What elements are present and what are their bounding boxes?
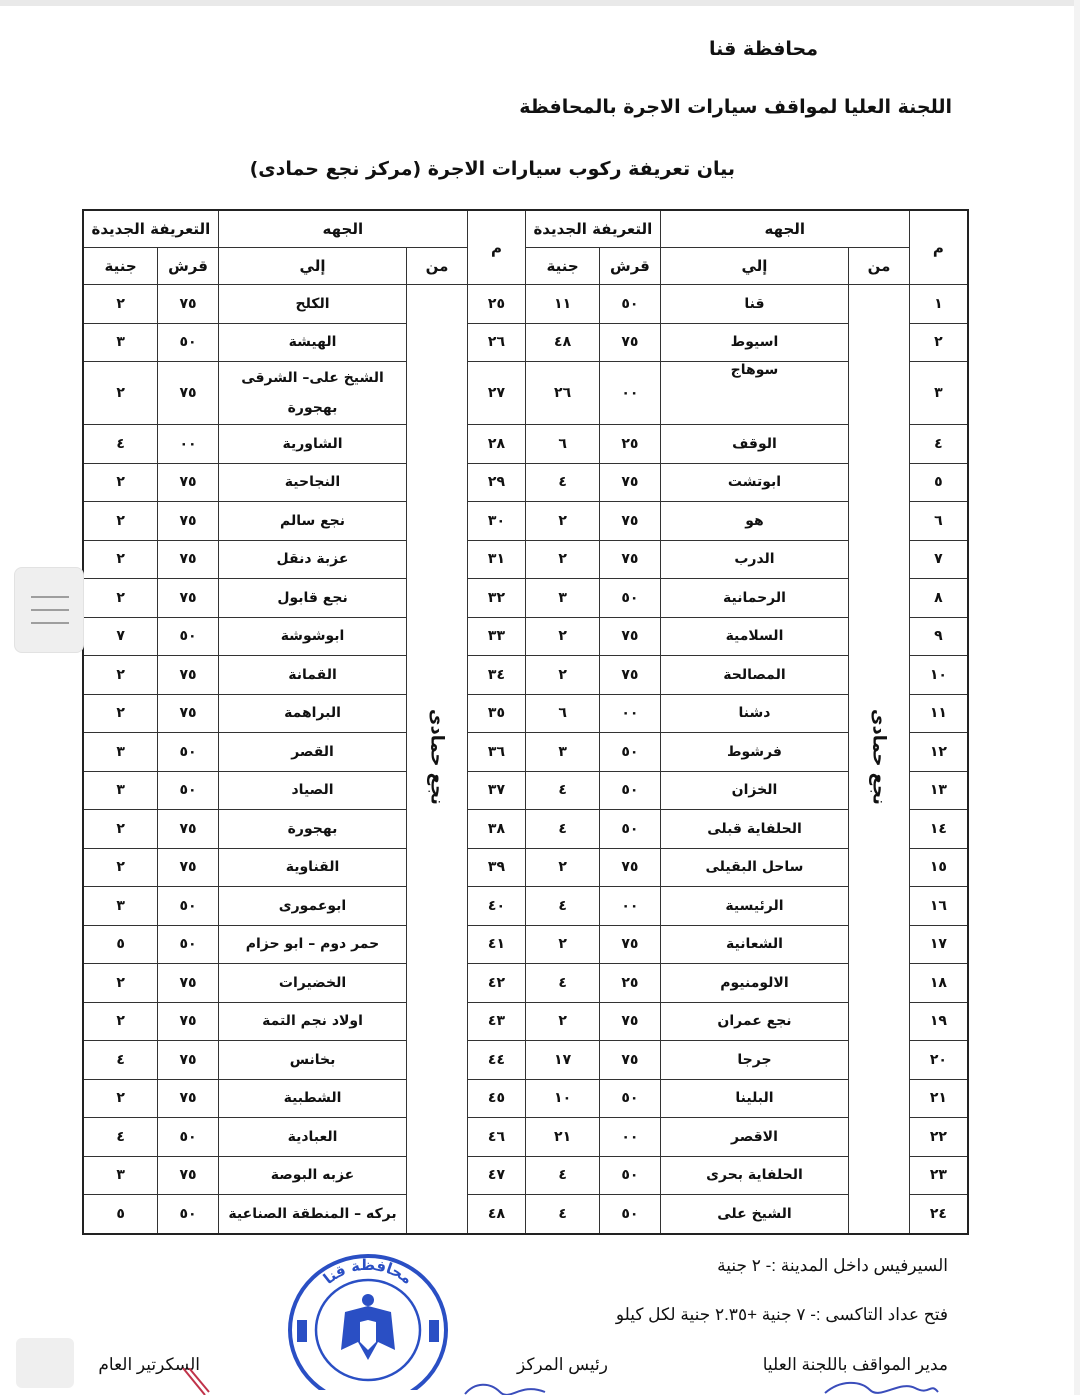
table-row (83, 656, 968, 695)
serial-cell: ٣ (909, 362, 968, 425)
table-row (83, 579, 968, 618)
qirsh-cell: ٧٥ (158, 964, 219, 1003)
ginih-cell: ١٠ (526, 1079, 600, 1118)
serial-cell: ١٩ (909, 1002, 968, 1041)
ginih-cell: ٧ (83, 617, 158, 656)
stamp-text: محافظة قنا (319, 1255, 416, 1288)
serial-cell: ٢٢ (909, 1118, 968, 1157)
from-header: من (407, 248, 468, 285)
serial-cell: ٩ (909, 617, 968, 656)
destination-group-header: الجهه (218, 210, 467, 248)
ginih-cell: ٥ (83, 1195, 158, 1234)
serial-cell: ٤٣ (467, 1002, 525, 1041)
signature-mark-icon (175, 1368, 215, 1395)
ginih-header: جنية (83, 248, 158, 285)
table-row (83, 1041, 968, 1080)
ginih-cell: ٢ (526, 1002, 600, 1041)
ginih-cell: ٢ (526, 502, 600, 541)
fare-group-header: التعريفة الجديدة (526, 210, 661, 248)
ginih-cell: ٢ (83, 656, 158, 695)
qirsh-cell: ٧٥ (158, 694, 219, 733)
fare-table (82, 209, 969, 1235)
serial-cell: ٢٣ (909, 1156, 968, 1195)
destination-cell: قنا (660, 285, 848, 324)
table-row (83, 617, 968, 656)
table-row (83, 771, 968, 810)
ginih-cell: ٣ (83, 1156, 158, 1195)
table-row (83, 964, 968, 1003)
viewer-right-edge (1074, 0, 1080, 1395)
ginih-cell: ٤ (526, 887, 600, 926)
origin-label: نجع حمادى (868, 708, 890, 805)
hamburger-icon-line (31, 609, 69, 611)
serial-cell: ٣٢ (467, 579, 525, 618)
destination-cell: جرجا (660, 1041, 848, 1080)
serial-cell: ١٥ (909, 848, 968, 887)
serial-cell: ٤٧ (467, 1156, 525, 1195)
table-row (83, 810, 968, 849)
corner-overlay-button[interactable] (16, 1338, 74, 1388)
ginih-cell: ٢ (83, 579, 158, 618)
ginih-cell: ٥ (83, 925, 158, 964)
qirsh-cell: ٥٠ (600, 810, 661, 849)
table-row (83, 362, 968, 425)
ginih-cell: ٢ (526, 925, 600, 964)
destination-cell: دشنا (660, 694, 848, 733)
destination-cell: بركه – المنطقة الصناعية (218, 1195, 406, 1234)
ginih-cell: ٤ (83, 1118, 158, 1157)
ginih-cell: ٢ (83, 848, 158, 887)
serial-cell: ٧ (909, 540, 968, 579)
destination-cell: الحلفاية قبلى (660, 810, 848, 849)
ginih-cell: ٤ (526, 1156, 600, 1195)
serial-cell: ٤٨ (467, 1195, 525, 1234)
viewer-top-bar (0, 0, 1080, 6)
destination-cell: النجاحية (218, 463, 406, 502)
destination-cell: الرئيسية (660, 887, 848, 926)
header-row-sub (83, 248, 968, 285)
serial-cell: ٣١ (467, 540, 525, 579)
ginih-cell: ٤٨ (526, 323, 600, 362)
destination-cell: حمر دوم – ابو حزام (218, 925, 406, 964)
qirsh-cell: ٢٥ (600, 425, 661, 464)
serial-cell: ٣٦ (467, 733, 525, 772)
qirsh-cell: ٥٠ (600, 1156, 661, 1195)
qirsh-cell: ٥٠ (158, 1118, 219, 1157)
destination-cell: السلامية (660, 617, 848, 656)
qirsh-cell: ٥٠ (600, 285, 661, 324)
table-row (83, 285, 968, 324)
destination-cell: الصياد (218, 771, 406, 810)
serial-header: م (467, 210, 525, 285)
serial-cell: ٢٨ (467, 425, 525, 464)
qirsh-cell: ٧٥ (600, 323, 661, 362)
serial-cell: ١٨ (909, 964, 968, 1003)
serial-cell: ٨ (909, 579, 968, 618)
origin-cell (849, 285, 910, 1234)
serial-cell: ٤٤ (467, 1041, 525, 1080)
ginih-cell: ٢ (83, 964, 158, 1003)
serial-cell: ١٠ (909, 656, 968, 695)
qirsh-cell: ٧٥ (600, 925, 661, 964)
official-stamp-icon (283, 1250, 453, 1390)
city-service-fare: السيرفيس داخل المدينة :- ٢ جنية (717, 1256, 948, 1275)
destination-cell: الحلفاية بحرى (660, 1156, 848, 1195)
serial-cell: ٢٤ (909, 1195, 968, 1234)
qirsh-header: قرش (600, 248, 661, 285)
destination-cell: الشعانية (660, 925, 848, 964)
qirsh-cell: ٢٥ (600, 964, 661, 1003)
table-row (83, 733, 968, 772)
destination-cell: عزبه البوصة (218, 1156, 406, 1195)
serial-cell: ١ (909, 285, 968, 324)
destination-cell: الشاورية (218, 425, 406, 464)
qirsh-cell: ٧٥ (600, 540, 661, 579)
ginih-cell: ٢ (83, 540, 158, 579)
signature-scribble-icon (820, 1378, 940, 1395)
destination-cell: الالومنيوم (660, 964, 848, 1003)
serial-cell: ٢ (909, 323, 968, 362)
destination-cell: الرحمانية (660, 579, 848, 618)
destination-cell: بخانس (218, 1041, 406, 1080)
destination-cell: هو (660, 502, 848, 541)
serial-cell: ١٤ (909, 810, 968, 849)
destination-cell: بهجورة (218, 810, 406, 849)
fare-group-header: التعريفة الجديدة (83, 210, 218, 248)
serial-header: م (909, 210, 968, 285)
destination-cell: ابوتشت (660, 463, 848, 502)
table-row (83, 1118, 968, 1157)
committee-title: اللجنة العليا لمواقف سيارات الاجرة بالمحافظة (519, 96, 952, 118)
qirsh-cell: ٧٥ (158, 540, 219, 579)
ginih-cell: ٢ (526, 656, 600, 695)
ginih-cell: ٤ (526, 1195, 600, 1234)
ginih-cell: ٣ (83, 771, 158, 810)
destination-cell: نجع سالم (218, 502, 406, 541)
ginih-cell: ٢ (526, 617, 600, 656)
ginih-cell: ٤ (83, 1041, 158, 1080)
ginih-cell: ٣ (526, 733, 600, 772)
destination-cell: اولاد نجم التمة (218, 1002, 406, 1041)
eagle-emblem-icon (341, 1294, 395, 1360)
serial-cell: ٣٩ (467, 848, 525, 887)
table-row (83, 925, 968, 964)
qirsh-cell: ٧٥ (158, 1156, 219, 1195)
destination-cell: الخضيرات (218, 964, 406, 1003)
destination-cell: اسيوط (660, 323, 848, 362)
destination-cell: فرشوط (660, 733, 848, 772)
destination-cell: الهيشة (218, 323, 406, 362)
qirsh-cell: ٥٠ (600, 771, 661, 810)
qirsh-cell: ٧٥ (600, 1041, 661, 1080)
to-header: إلي (218, 248, 406, 285)
qirsh-cell: ٧٥ (600, 617, 661, 656)
table-row (83, 1195, 968, 1234)
serial-cell: ٣٣ (467, 617, 525, 656)
table-row (83, 502, 968, 541)
qirsh-cell: ٧٥ (600, 1002, 661, 1041)
serial-cell: ٣٤ (467, 656, 525, 695)
table-row (83, 848, 968, 887)
serial-cell: ٥ (909, 463, 968, 502)
ginih-cell: ٢ (526, 848, 600, 887)
origin-label: نجع حمادى (426, 708, 448, 805)
destination-cell: نجع عمران (660, 1002, 848, 1041)
ginih-cell: ٦ (526, 694, 600, 733)
serial-cell: ٤٢ (467, 964, 525, 1003)
qirsh-cell: ٧٥ (158, 502, 219, 541)
destination-cell: سوهاج (660, 362, 848, 425)
destination-cell: القناوية (218, 848, 406, 887)
table-row (83, 463, 968, 502)
qirsh-cell: ٥٠ (158, 887, 219, 926)
ginih-cell: ٤ (526, 463, 600, 502)
table-row (83, 323, 968, 362)
destination-cell: ابوشوشة (218, 617, 406, 656)
qirsh-cell: ٧٥ (158, 285, 219, 324)
destination-cell: الشيخ على– الشرقى بهجورة (218, 362, 406, 425)
qirsh-cell: ٧٥ (600, 502, 661, 541)
table-row (83, 1002, 968, 1041)
serial-cell: ١٣ (909, 771, 968, 810)
serial-cell: ٦ (909, 502, 968, 541)
destination-group-header: الجهه (660, 210, 909, 248)
statement-title: بيان تعريفة ركوب سيارات الاجرة (مركز نجع حمادى) (249, 158, 735, 180)
qirsh-cell: ٧٥ (158, 656, 219, 695)
ginih-cell: ٢ (83, 362, 158, 425)
qirsh-cell: ٥٠ (600, 1195, 661, 1234)
ginih-cell: ٤ (526, 771, 600, 810)
destination-cell: البراهمة (218, 694, 406, 733)
qirsh-cell: ٥٠ (158, 617, 219, 656)
hamburger-icon-line (31, 622, 69, 624)
destination-cell: الخزان (660, 771, 848, 810)
serial-cell: ٤٠ (467, 887, 525, 926)
destination-cell: الكلح (218, 285, 406, 324)
serial-cell: ٢٧ (467, 362, 525, 425)
serial-cell: ٢٩ (467, 463, 525, 502)
destination-cell: الشطبية (218, 1079, 406, 1118)
qirsh-cell: ٧٥ (158, 463, 219, 502)
qirsh-cell: ٧٥ (158, 1079, 219, 1118)
ginih-cell: ٦ (526, 425, 600, 464)
qirsh-cell: ٥٠ (158, 1195, 219, 1234)
table-row (83, 1079, 968, 1118)
table-row (83, 540, 968, 579)
qirsh-cell: ٧٥ (158, 1002, 219, 1041)
qirsh-cell: ٠٠ (600, 1118, 661, 1157)
from-header: من (849, 248, 910, 285)
table-row (83, 1156, 968, 1195)
hamburger-icon (31, 596, 69, 598)
signature-center-head: رئيس المركز (516, 1355, 608, 1374)
qirsh-cell: ٧٥ (600, 656, 661, 695)
destination-cell: الدرب (660, 540, 848, 579)
ginih-cell: ٢٦ (526, 362, 600, 425)
table-row (83, 425, 968, 464)
ginih-header: جنية (526, 248, 600, 285)
serial-cell: ٣٠ (467, 502, 525, 541)
menu-handle[interactable] (14, 567, 84, 653)
destination-cell: القصر (218, 733, 406, 772)
signature-secretary-general: السكرتير العام (98, 1355, 200, 1374)
ginih-cell: ١١ (526, 285, 600, 324)
qirsh-cell: ٧٥ (158, 848, 219, 887)
qirsh-cell: ٧٥ (158, 579, 219, 618)
serial-cell: ٤٥ (467, 1079, 525, 1118)
qirsh-cell: ٥٠ (158, 733, 219, 772)
serial-cell: ٤ (909, 425, 968, 464)
ginih-cell: ٣ (83, 733, 158, 772)
serial-cell: ٤٦ (467, 1118, 525, 1157)
ginih-cell: ٣ (83, 323, 158, 362)
serial-cell: ١٢ (909, 733, 968, 772)
destination-cell: الشيخ على (660, 1195, 848, 1234)
qirsh-cell: ٠٠ (600, 887, 661, 926)
destination-cell: الوقف (660, 425, 848, 464)
qirsh-cell: ٧٥ (158, 1041, 219, 1080)
serial-cell: ١١ (909, 694, 968, 733)
destination-cell: البلينا (660, 1079, 848, 1118)
ginih-cell: ٢ (83, 1079, 158, 1118)
ginih-cell: ٢ (83, 694, 158, 733)
serial-cell: ٢٦ (467, 323, 525, 362)
to-header: إلي (660, 248, 848, 285)
destination-cell: القمانة (218, 656, 406, 695)
destination-cell: المصالحة (660, 656, 848, 695)
serial-cell: ٤١ (467, 925, 525, 964)
origin-cell (407, 285, 468, 1234)
destination-cell: عزبة دنقل (218, 540, 406, 579)
qirsh-cell: ٠٠ (158, 425, 219, 464)
serial-cell: ٣٥ (467, 694, 525, 733)
serial-cell: ٢٥ (467, 285, 525, 324)
qirsh-cell: ٥٠ (600, 579, 661, 618)
qirsh-header: قرش (158, 248, 219, 285)
serial-cell: ٢١ (909, 1079, 968, 1118)
destination-cell: العبادية (218, 1118, 406, 1157)
table-row (83, 694, 968, 733)
ginih-cell: ٣ (83, 887, 158, 926)
destination-cell: ساحل البقيلى (660, 848, 848, 887)
serial-cell: ١٧ (909, 925, 968, 964)
ginih-cell: ٢ (83, 810, 158, 849)
qirsh-cell: ٥٠ (600, 1079, 661, 1118)
qirsh-cell: ٧٥ (158, 810, 219, 849)
qirsh-cell: ٥٠ (600, 733, 661, 772)
ginih-cell: ٢ (83, 502, 158, 541)
ginih-cell: ٤ (526, 964, 600, 1003)
serial-cell: ٢٠ (909, 1041, 968, 1080)
ginih-cell: ٢ (83, 1002, 158, 1041)
header-row-top (83, 210, 968, 248)
qirsh-cell: ٧٥ (600, 848, 661, 887)
serial-cell: ١٦ (909, 887, 968, 926)
signature-parking-director: مدير المواقف باللجنة العليا (762, 1355, 948, 1374)
qirsh-cell: ٥٠ (158, 925, 219, 964)
ginih-cell: ٢ (83, 285, 158, 324)
qirsh-cell: ٧٥ (600, 463, 661, 502)
qirsh-cell: ٥٠ (158, 771, 219, 810)
ginih-cell: ٢١ (526, 1118, 600, 1157)
destination-cell: الاقصر (660, 1118, 848, 1157)
signature-scribble-icon (460, 1380, 550, 1395)
serial-cell: ٣٧ (467, 771, 525, 810)
qirsh-cell: ٧٥ (158, 362, 219, 425)
qirsh-cell: ٥٠ (158, 323, 219, 362)
ginih-cell: ٤ (526, 810, 600, 849)
serial-cell: ٣٨ (467, 810, 525, 849)
ginih-cell: ٢ (526, 540, 600, 579)
destination-cell: ابوعمورى (218, 887, 406, 926)
ginih-cell: ٤ (83, 425, 158, 464)
ginih-cell: ٢ (83, 463, 158, 502)
qirsh-cell: ٠٠ (600, 694, 661, 733)
qirsh-cell: ٠٠ (600, 362, 661, 425)
governorate-title: محافظة قنا (708, 38, 818, 60)
ginih-cell: ١٧ (526, 1041, 600, 1080)
taxi-meter-fare: فتح عداد التاكسى :- ٧ جنية +٢.٣٥ جنية لكل كيلو (615, 1305, 948, 1324)
destination-cell: نجع قابول (218, 579, 406, 618)
ginih-cell: ٣ (526, 579, 600, 618)
table-row (83, 887, 968, 926)
